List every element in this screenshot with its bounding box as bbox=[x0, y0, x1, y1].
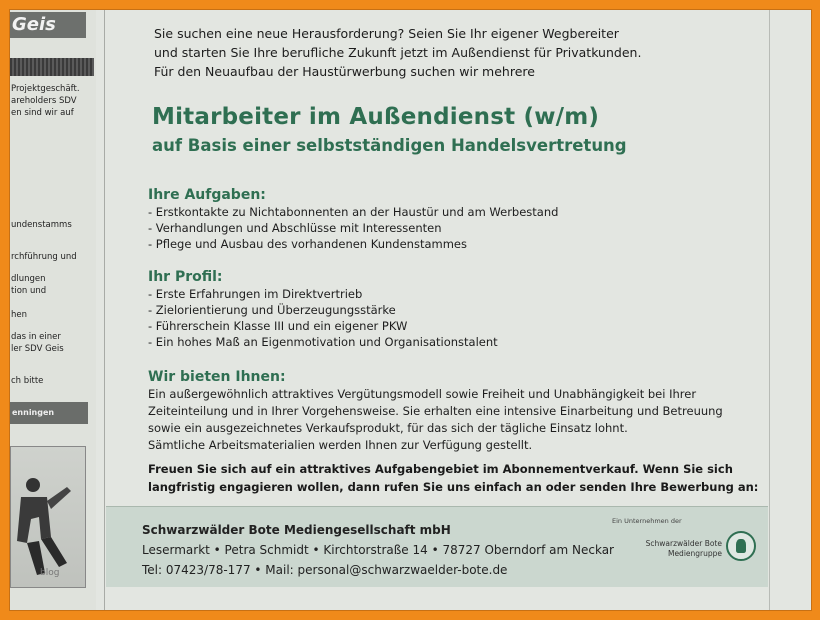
left-column-line: undenstamms bbox=[11, 220, 72, 230]
tasks-section bbox=[148, 186, 748, 252]
cta-line: langfristig engagieren wollen, dann rufen Sie uns einfach an oder senden Ihre Bewerbung an: bbox=[148, 480, 759, 494]
newspaper-logo: Geis bbox=[10, 12, 86, 38]
task-item: - Pflege und Ausbau des vorhandenen Kundenstammes bbox=[148, 237, 467, 251]
job-subtitle: auf Basis einer selbstständigen Handelsvertretung bbox=[152, 136, 627, 155]
group-name bbox=[612, 539, 722, 559]
left-column-line: en sind wir auf bbox=[11, 108, 74, 118]
person-photo-icon bbox=[11, 447, 85, 587]
job-advertisement bbox=[106, 10, 768, 610]
intro-line: Sie suchen eine neue Herausforderung? Seien Sie Ihr eigener Wegbereiter bbox=[154, 26, 619, 41]
offer-section bbox=[148, 368, 748, 454]
offer-heading: Wir bieten Ihnen: bbox=[148, 369, 286, 385]
job-title: Mitarbeiter im Außendienst (w/m) bbox=[152, 104, 600, 130]
intro-text bbox=[154, 24, 754, 81]
profile-item: - Erste Erfahrungen im Direktvertrieb bbox=[148, 287, 363, 301]
left-column-line: tion und bbox=[11, 286, 47, 296]
contact-footer bbox=[106, 506, 768, 587]
left-column-line: rchführung und bbox=[11, 252, 77, 262]
left-column-line: Projektgeschäft. bbox=[11, 84, 80, 94]
left-column-line: hen bbox=[11, 310, 28, 320]
photo-caption: blog bbox=[40, 568, 60, 578]
company-address: Lesermarkt • Petra Schmidt • Kirchtorstraße 14 • 78727 Oberndorf am Neckar bbox=[142, 543, 614, 557]
left-column-dark-bar: enningen bbox=[10, 402, 88, 424]
company-contact: Tel: 07423/78-177 • Mail: personal@schwarzwaelder-bote.de bbox=[142, 563, 508, 577]
offer-line: sowie ein ausgezeichnetes Verkaufsprodukt, für das sich der tägliche Einsatz lohnt. bbox=[148, 421, 628, 435]
task-item: - Verhandlungen und Abschlüsse mit Interessenten bbox=[148, 221, 442, 235]
group-name-line: Mediengruppe bbox=[667, 549, 722, 558]
group-note: Ein Unternehmen der bbox=[612, 517, 682, 525]
mediengruppe-logo-icon bbox=[726, 531, 756, 561]
left-column-line: dlungen bbox=[11, 274, 46, 284]
company-name: Schwarzwälder Bote Mediengesellschaft mbH bbox=[142, 523, 451, 537]
profile-section bbox=[148, 268, 748, 350]
left-column-line: ch bitte bbox=[11, 376, 44, 386]
task-item: - Erstkontakte zu Nichtabonnenten an der Haustür und am Werbestand bbox=[148, 205, 559, 219]
intro-line: und starten Sie Ihre berufliche Zukunft jetzt im Außendienst für Privatkunden. bbox=[154, 45, 642, 60]
profile-item: - Zielorientierung und Überzeugungsstärke bbox=[148, 303, 396, 317]
left-column-clipping bbox=[10, 10, 96, 610]
tasks-heading: Ihre Aufgaben: bbox=[148, 187, 266, 203]
left-column-line: areholders SDV bbox=[11, 96, 77, 106]
profile-item: - Führerschein Klasse III und ein eigener PKW bbox=[148, 319, 408, 333]
newspaper-page bbox=[9, 9, 812, 611]
offer-line: Sämtliche Arbeitsmaterialien werden Ihnen zur Verfügung gestellt. bbox=[148, 438, 533, 452]
column-divider bbox=[104, 10, 105, 610]
cta-line: Freuen Sie sich auf ein attraktives Aufgabengebiet im Abonnementverkauf. Wenn Sie sich bbox=[148, 462, 733, 476]
offer-line: Ein außergewöhnlich attraktives Vergütungsmodell sowie Freiheit und Unabhängigkeit bei Ihrer bbox=[148, 387, 697, 401]
left-column-line: das in einer bbox=[11, 332, 61, 342]
group-name-line: Schwarzwälder Bote bbox=[645, 539, 722, 548]
call-to-action bbox=[148, 460, 759, 496]
barcode-strip bbox=[10, 58, 94, 76]
left-column-photo bbox=[10, 446, 86, 588]
column-divider bbox=[769, 10, 770, 610]
intro-line: Für den Neuaufbau der Haustürwerbung suchen wir mehrere bbox=[154, 64, 535, 79]
offer-line: Zeiteinteilung und in Ihrer Vorgehensweise. Sie erhalten eine intensive Einarbeitung und Betreuung bbox=[148, 404, 723, 418]
profile-heading: Ihr Profil: bbox=[148, 269, 223, 285]
left-column-line: ler SDV Geis bbox=[11, 344, 64, 354]
profile-item: - Ein hohes Maß an Eigenmotivation und Organisationstalent bbox=[148, 335, 498, 349]
